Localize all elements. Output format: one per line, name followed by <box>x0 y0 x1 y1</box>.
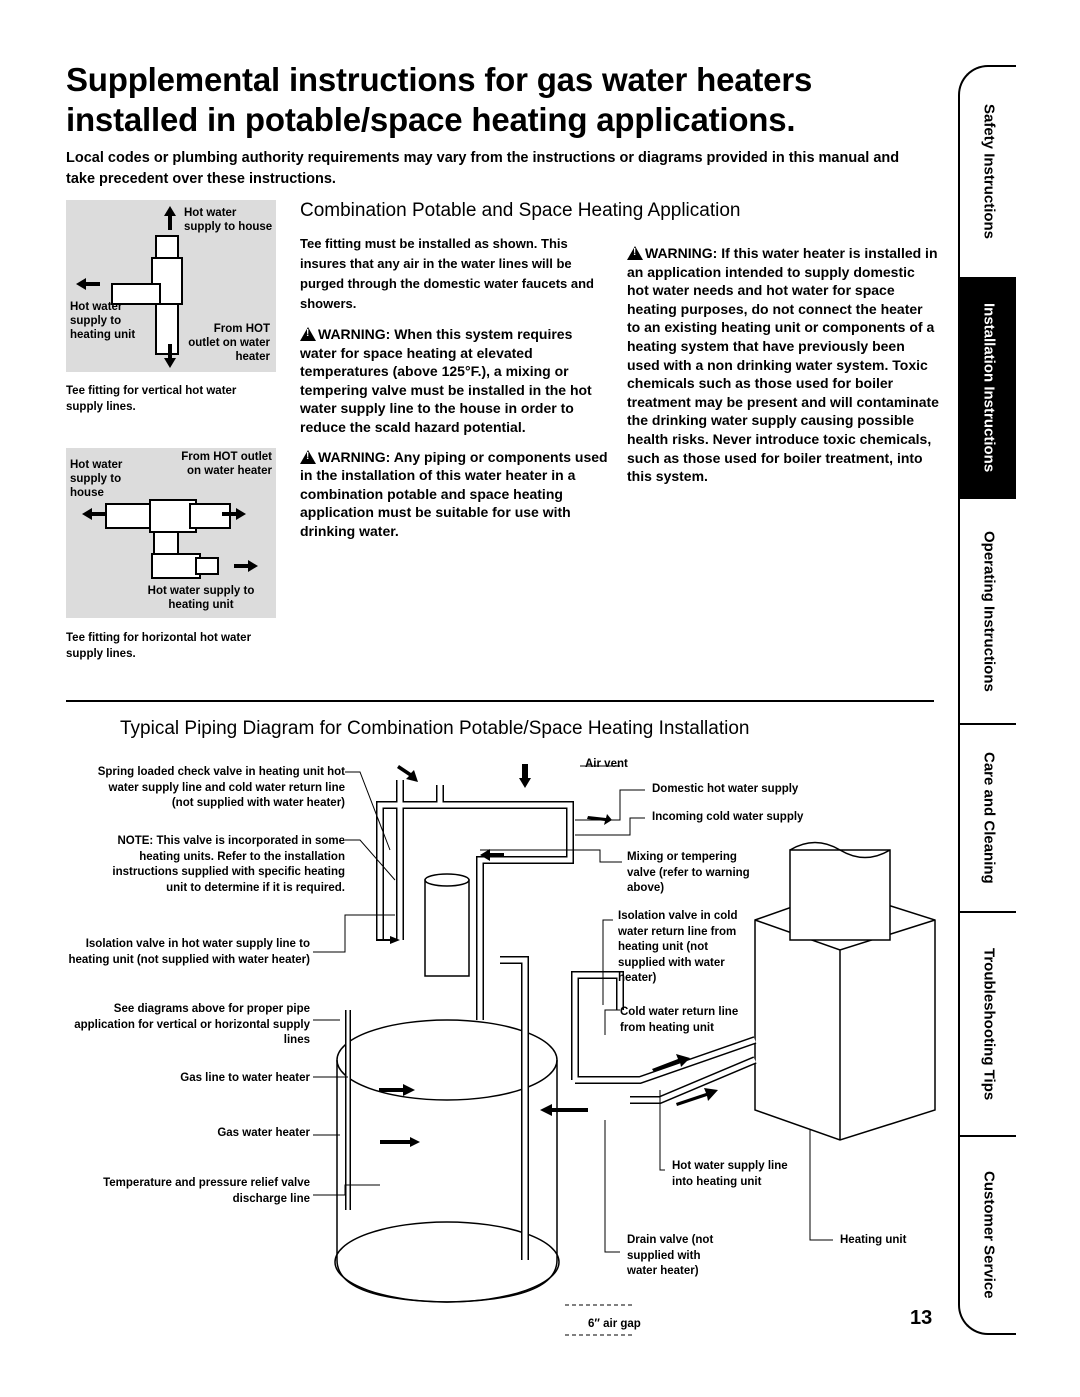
paragraph-warning-temperature: !WARNING: When this system requires water for space heating at elevated temperatures (above 125°F.), a mixing or tempering valve must be installed in the hot water supply line to the house in order to reduce the scald hazard potential. <box>300 325 610 437</box>
label-hot-water-to-heating: Hot water supply to heating unit <box>70 301 136 341</box>
label-tp-valve: Temperature and pressure relief valve discharge line <box>103 1177 310 1205</box>
label-isolation-cold: Isolation valve in cold water return line from heating unit (not supplied with water heater) <box>618 910 738 985</box>
warning-icon <box>300 327 316 341</box>
paragraph-tee-fitting: Tee fitting must be installed as shown. This insures that any air in the water lines will be purged through the domestic water faucets and showers. <box>300 236 594 311</box>
label-from-hot-outlet: From HOT outlet on water heater <box>181 451 272 477</box>
paragraph-warning-components: !WARNING: Any piping or components used in the installation of this water heater in a combination potable and space heating application must be suitable for use with drinking water. <box>300 448 610 541</box>
tab-care-and-cleaning[interactable]: Care and Cleaning <box>980 752 998 884</box>
intro-text: Local codes or plumbing authority requirements may vary from the instructions or diagrams provided in this manual and take precedent over these instructions. <box>66 150 900 187</box>
label-check-valve: Spring loaded check valve in heating unit hot water supply line and cold water return line (not supplied with water heater) <box>97 766 345 810</box>
caption-vertical-tee: Tee fitting for vertical hot water supply lines. <box>66 385 237 413</box>
figure-vertical-tee <box>66 200 276 372</box>
text-column-left <box>300 234 610 552</box>
label-gas-heater: Gas water heater <box>217 1127 310 1139</box>
label-air-gap: 6″ air gap <box>588 1318 641 1330</box>
label-isolation-hot: Isolation valve in hot water supply line to heating unit (not supplied with water heater) <box>68 938 310 966</box>
tab-customer-service[interactable]: Customer Service <box>980 1171 998 1299</box>
label-hot-water-to-house: Hot water supply to house <box>184 207 273 233</box>
label-heating-unit: Heating unit <box>840 1234 907 1246</box>
label-air-vent: Air vent <box>585 758 628 770</box>
label-gas-line: Gas line to water heater <box>180 1072 310 1084</box>
section-divider <box>66 700 934 702</box>
label-from-hot-outlet: From HOT outlet on water heater <box>188 323 270 363</box>
section-heading-combination: Combination Potable and Space Heating Application <box>300 200 741 221</box>
paragraph-warning-toxic: !WARNING: If this water heater is installed in an application intended to supply domestic hot water needs and hot water for space heating purposes, do not connect the heater to an existing heating unit or components of a heating system that have previously been used with a non drinking water system. Toxic chemicals such as those used for boiler treatment may be present and will contaminate the drinking water supply causing possible health risks. Never introduce toxic chemicals, such as those used for boiler treatment, into this system. <box>627 244 939 486</box>
label-note: NOTE: This valve is incorporated in some heating units. Refer to the installation instructions supplied with specific heating unit to determine if it is required. <box>112 835 345 894</box>
label-see-diagrams: See diagrams above for proper pipe application for vertical or horizontal supply lines <box>74 1003 310 1047</box>
tab-installation-instructions[interactable]: Installation Instructions <box>960 279 1016 497</box>
label-domestic-hot: Domestic hot water supply <box>652 783 799 795</box>
caption-horizontal-tee: Tee fitting for horizontal hot water supply lines. <box>66 632 252 660</box>
warning-icon <box>627 246 643 260</box>
page-number: 13 <box>910 1307 933 1329</box>
label-hot-water-to-heating: Hot water supply to heating unit <box>147 585 255 611</box>
label-hot-water-to-house: Hot water supply to house <box>70 459 123 499</box>
tab-operating-instructions[interactable]: Operating Instructions <box>980 530 998 692</box>
label-hot-into-heating: Hot water supply line into heating unit <box>672 1160 788 1188</box>
label-incoming-cold: Incoming cold water supply <box>652 811 804 823</box>
tab-troubleshooting-tips[interactable]: Troubleshooting Tips <box>980 947 998 1101</box>
label-mixing-valve: Mixing or tempering valve (refer to warning above) <box>627 851 750 895</box>
warning-icon <box>300 450 316 464</box>
section-tabs <box>958 65 1016 1335</box>
label-drain-valve: Drain valve (not supplied with water heater) <box>627 1234 714 1278</box>
piping-diagram <box>0 740 940 1360</box>
text-column-right <box>627 244 939 497</box>
figure-horizontal-tee <box>66 448 276 618</box>
section-heading-piping: Typical Piping Diagram for Combination Potable/Space Heating Installation <box>120 718 750 739</box>
label-cold-return: Cold water return line from heating unit <box>620 1006 739 1034</box>
page-title: Supplemental instructions for gas water heaters installed in potable/space heating applications. <box>66 61 813 138</box>
tab-safety-instructions[interactable]: Safety Instructions <box>980 104 998 240</box>
